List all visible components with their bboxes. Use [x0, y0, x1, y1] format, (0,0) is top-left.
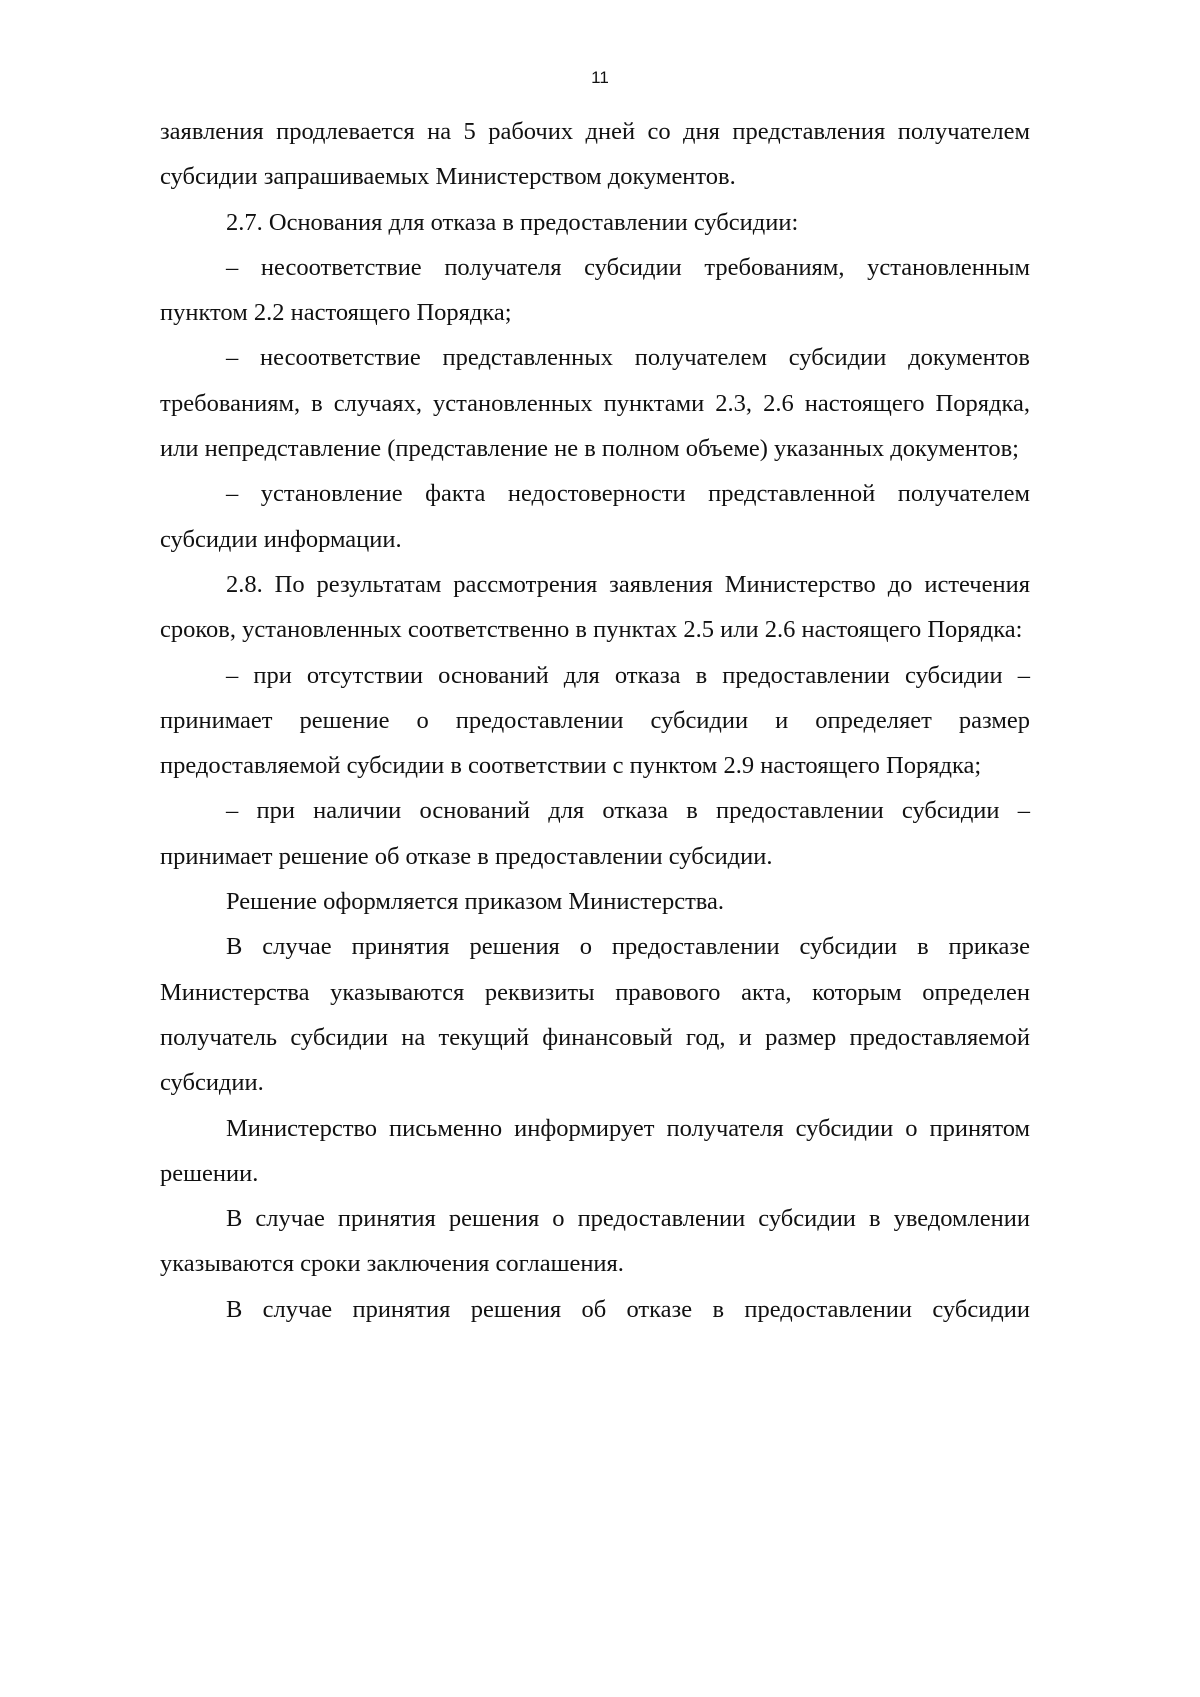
document-body: [160, 109, 1030, 1332]
page-number: 11: [591, 68, 609, 87]
paragraph-decision-grant: – при отсутствии оснований для отказа в предоставлении субсидии – принимает решение о предоставлении субсидии и определяет размер предоставляемой субсидии в соответствии с пунктом 2.9 настоящего Порядка;: [160, 661, 1030, 780]
paragraph-decision-order: Решение оформляется приказом Министерства.: [226, 888, 725, 916]
paragraph-refusal-ground-3: – установление факта недостоверности представленной получателем субсидии информации.: [160, 480, 1030, 553]
paragraph-order-contents: В случае принятия решения о предоставлении субсидии в приказе Министерства указываются реквизиты правового акта, которым определен получатель субсидии на текущий финансовый год, и размер предоставляемой субсидии.: [160, 933, 1030, 1097]
paragraph-refusal-case: В случае принятия решения об отказе в предоставлении субсидии: [226, 1295, 1030, 1323]
paragraph-section-2-8: 2.8. По результатам рассмотрения заявления Министерство до истечения сроков, установленных соответственно в пунктах 2.5 или 2.6 настоящего Порядка:: [160, 570, 1030, 644]
paragraph-decision-refusal: – при наличии оснований для отказа в предоставлении субсидии – принимает решение об отказе в предоставлении субсидии.: [160, 797, 1030, 870]
paragraph-continuation: заявления продлевается на 5 рабочих дней со дня представления получателем субсидии запрашиваемых Министерством документов.: [160, 118, 1030, 191]
paragraph-section-2-7-heading: 2.7. Основания для отказа в предоставлении субсидии:: [226, 208, 799, 236]
paragraph-notification: Министерство письменно информирует получателя субсидии о принятом решении.: [160, 1114, 1030, 1187]
paragraph-refusal-ground-2: – несоответствие представленных получателем субсидии документов требованиям, в случаях, установленных пунктами 2.3, 2.6 настоящего Порядка, или непредставление (представление не в полном объеме) указанных документов;: [160, 344, 1030, 463]
paragraph-refusal-ground-1: – несоответствие получателя субсидии требованиям, установленным пунктом 2.2 настоящего Порядка;: [160, 253, 1030, 327]
paragraph-agreement-terms: В случае принятия решения о предоставлении субсидии в уведомлении указываются сроки заключения соглашения.: [160, 1205, 1030, 1278]
